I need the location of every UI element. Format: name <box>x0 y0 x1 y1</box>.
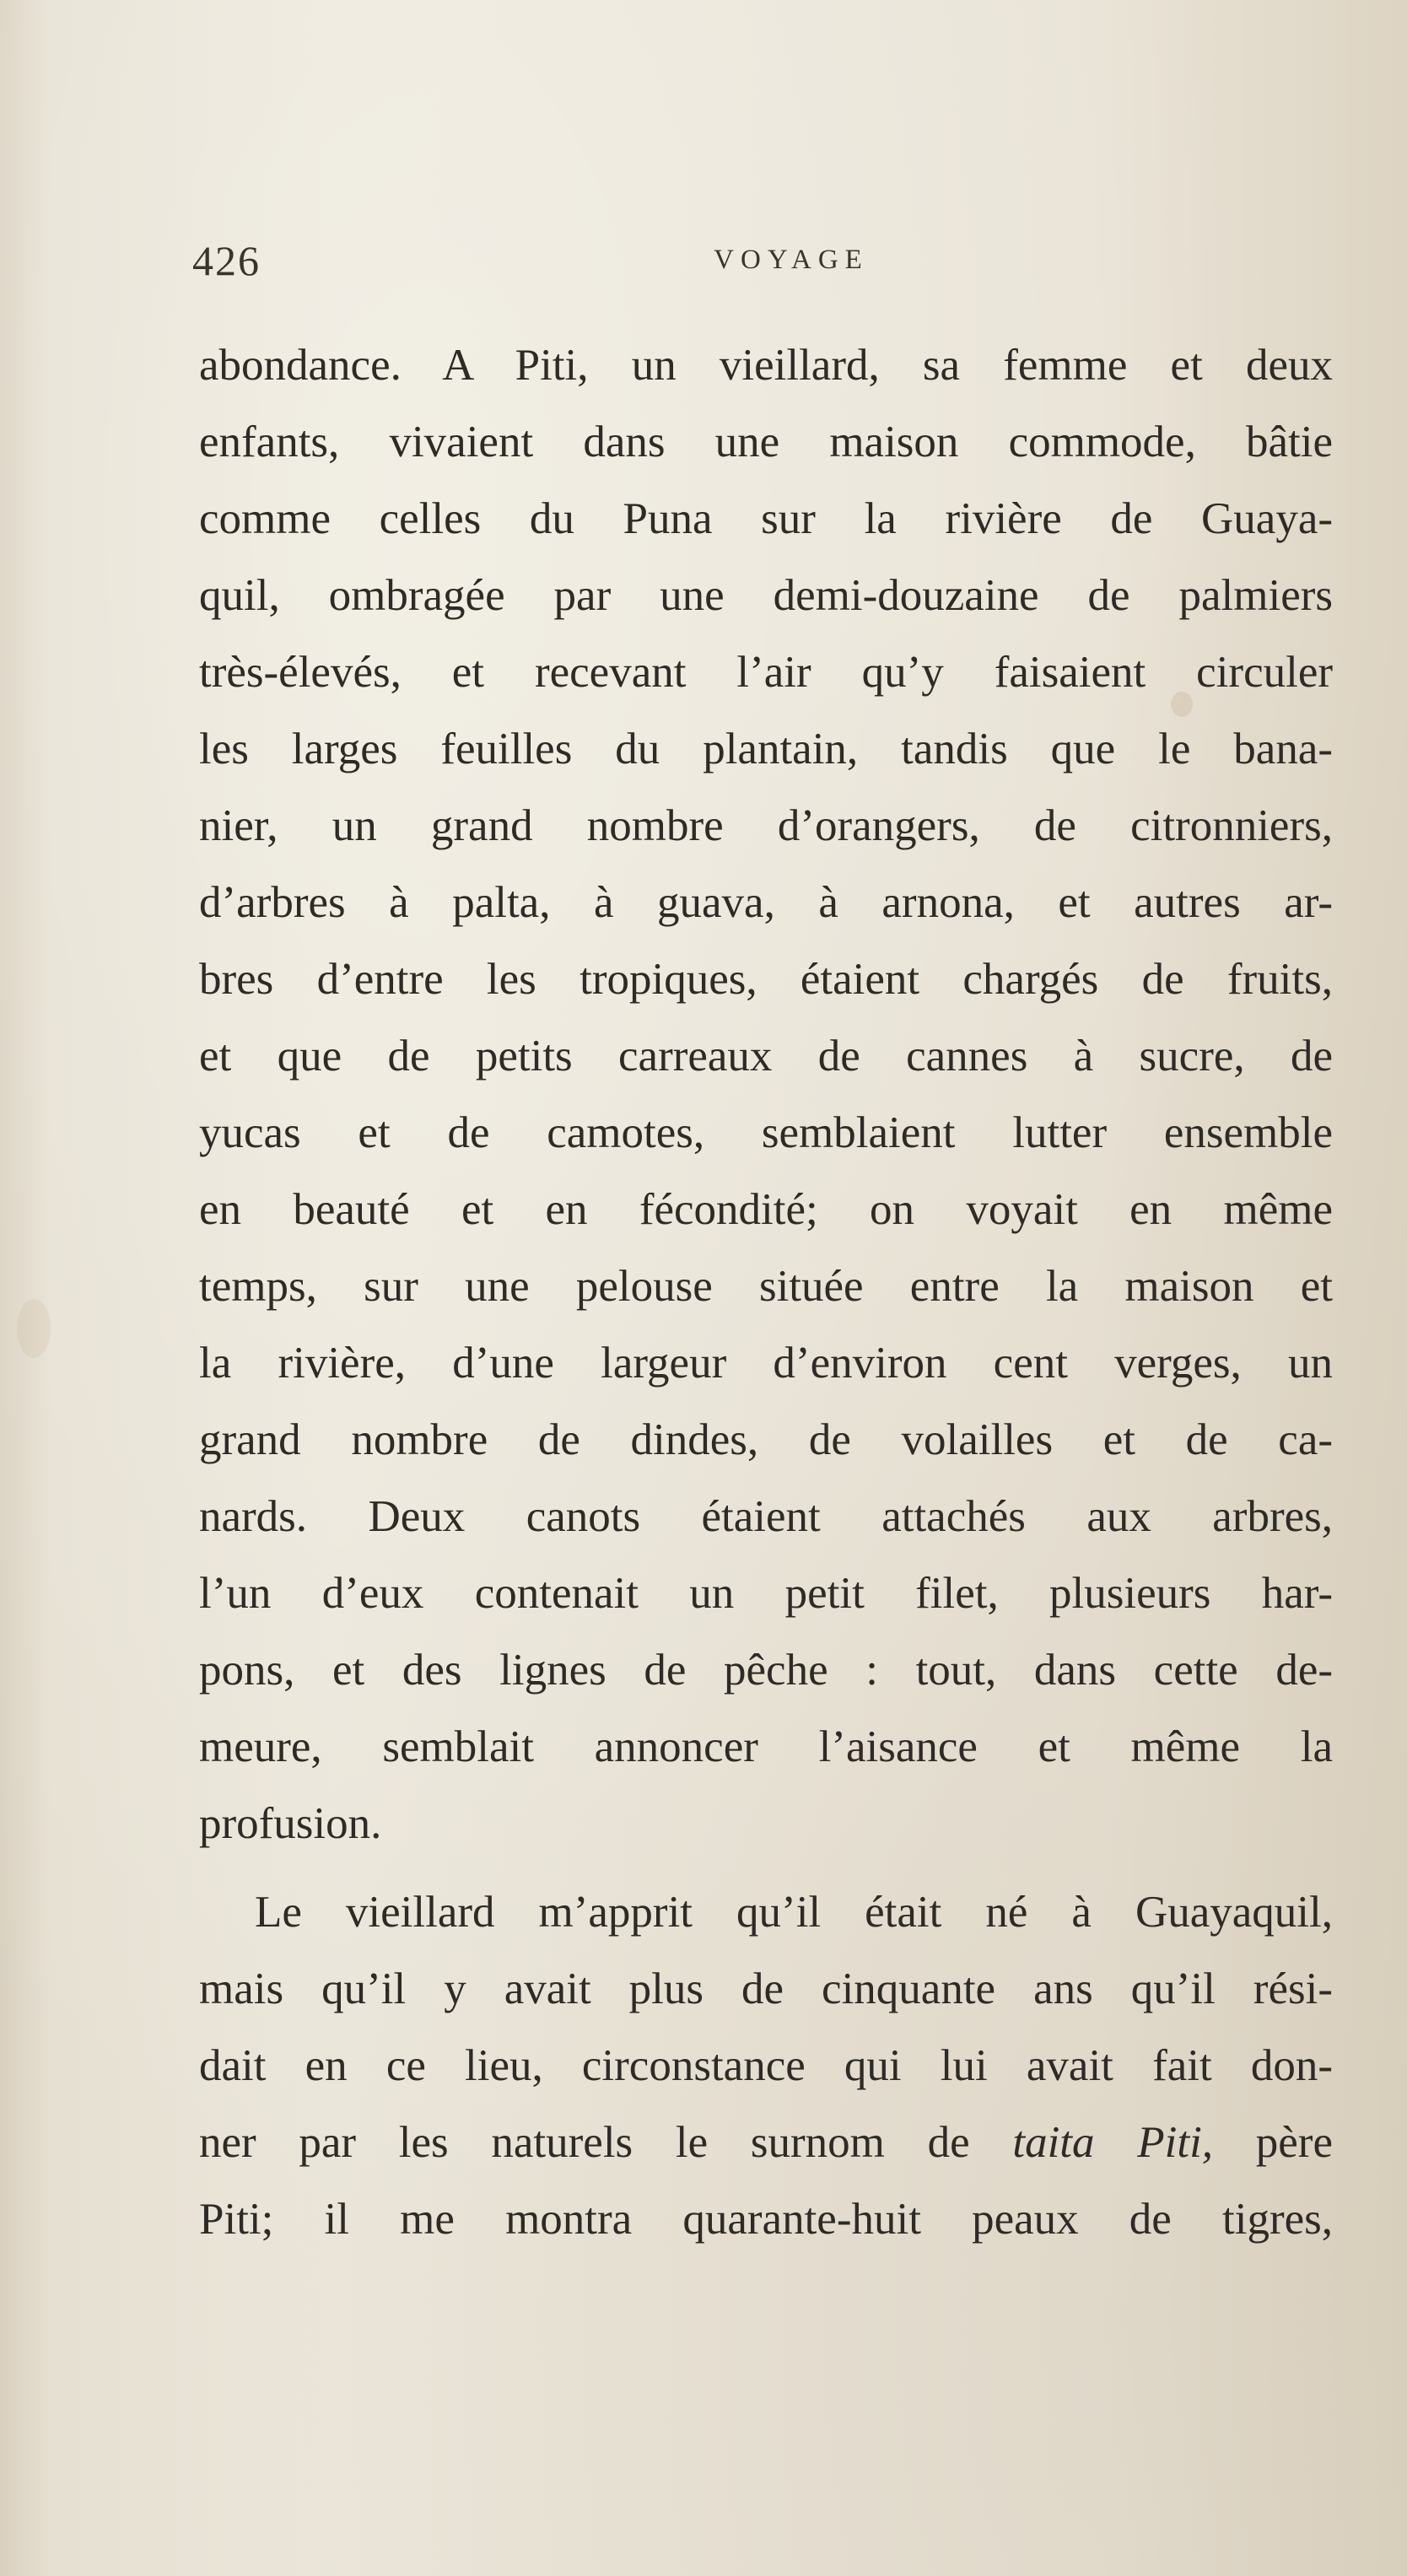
paragraph-1 <box>199 327 1333 1862</box>
text-line: très-élevés, et recevant l’air qu’y faisaient circuler <box>199 648 1333 697</box>
text-line: Le vieillard m’apprit qu’il était né à Guayaquil, <box>255 1888 1333 1937</box>
text-line: pons, et des lignes de pêche : tout, dans cette de- <box>199 1646 1333 1695</box>
page-header <box>192 236 1340 287</box>
text-line: dait en ce lieu, circonstance qui lui avait fait don- <box>199 2041 1333 2090</box>
text-line: en beauté et en fécondité; on voyait en même <box>199 1185 1333 1234</box>
text-line: les larges feuilles du plantain, tandis que le bana- <box>199 725 1333 773</box>
text-line: Piti; il me montra quarante-huit peaux de tigres, <box>199 2195 1333 2244</box>
italic-nickname: taita Piti, <box>1012 2118 1214 2167</box>
running-head: VOYAGE <box>714 245 869 275</box>
text-segment: ner par les naturels le surnom de <box>199 2118 1013 2167</box>
text-line: grand nombre de dindes, de volailles et de ca- <box>199 1415 1333 1464</box>
text-line: quil, ombragée par une demi-douzaine de palmiers <box>199 571 1333 620</box>
text-line: meure, semblait annoncer l’aisance et même la <box>199 1722 1333 1771</box>
text-line: d’arbres à palta, à guava, à arnona, et autres ar- <box>199 878 1333 927</box>
text-segment: père <box>1213 2118 1333 2167</box>
paragraph-gap <box>199 1862 1333 1874</box>
paper-stain <box>17 1299 51 1358</box>
text-line: profusion. <box>199 1799 382 1848</box>
body-text <box>199 327 1333 2258</box>
text-line: la rivière, d’une largeur d’environ cent verges, un <box>199 1339 1333 1388</box>
text-line: et que de petits carreaux de cannes à sucre, de <box>199 1032 1333 1081</box>
text-line: temps, sur une pelouse située entre la maison et <box>199 1262 1333 1311</box>
text-line: mais qu’il y avait plus de cinquante ans qu’il rési- <box>199 1964 1333 2013</box>
page-number: 426 <box>192 237 261 284</box>
text-line: enfants, vivaient dans une maison commode, bâtie <box>199 418 1333 466</box>
text-line: yucas et de camotes, semblaient lutter ensemble <box>199 1108 1333 1157</box>
text-line: comme celles du Puna sur la rivière de Guaya- <box>199 494 1333 543</box>
text-line: bres d’entre les tropiques, étaient chargés de fruits, <box>199 955 1333 1004</box>
text-line: nards. Deux canots étaient attachés aux arbres, <box>199 1492 1333 1541</box>
text-line-with-italic <box>199 2104 1333 2181</box>
paragraph-2 <box>199 1874 1333 2258</box>
text-line: nier, un grand nombre d’orangers, de citronniers, <box>199 801 1333 850</box>
text-line: l’un d’eux contenait un petit filet, plusieurs har- <box>199 1569 1333 1618</box>
text-line: abondance. A Piti, un vieillard, sa femme et deux <box>199 341 1333 390</box>
